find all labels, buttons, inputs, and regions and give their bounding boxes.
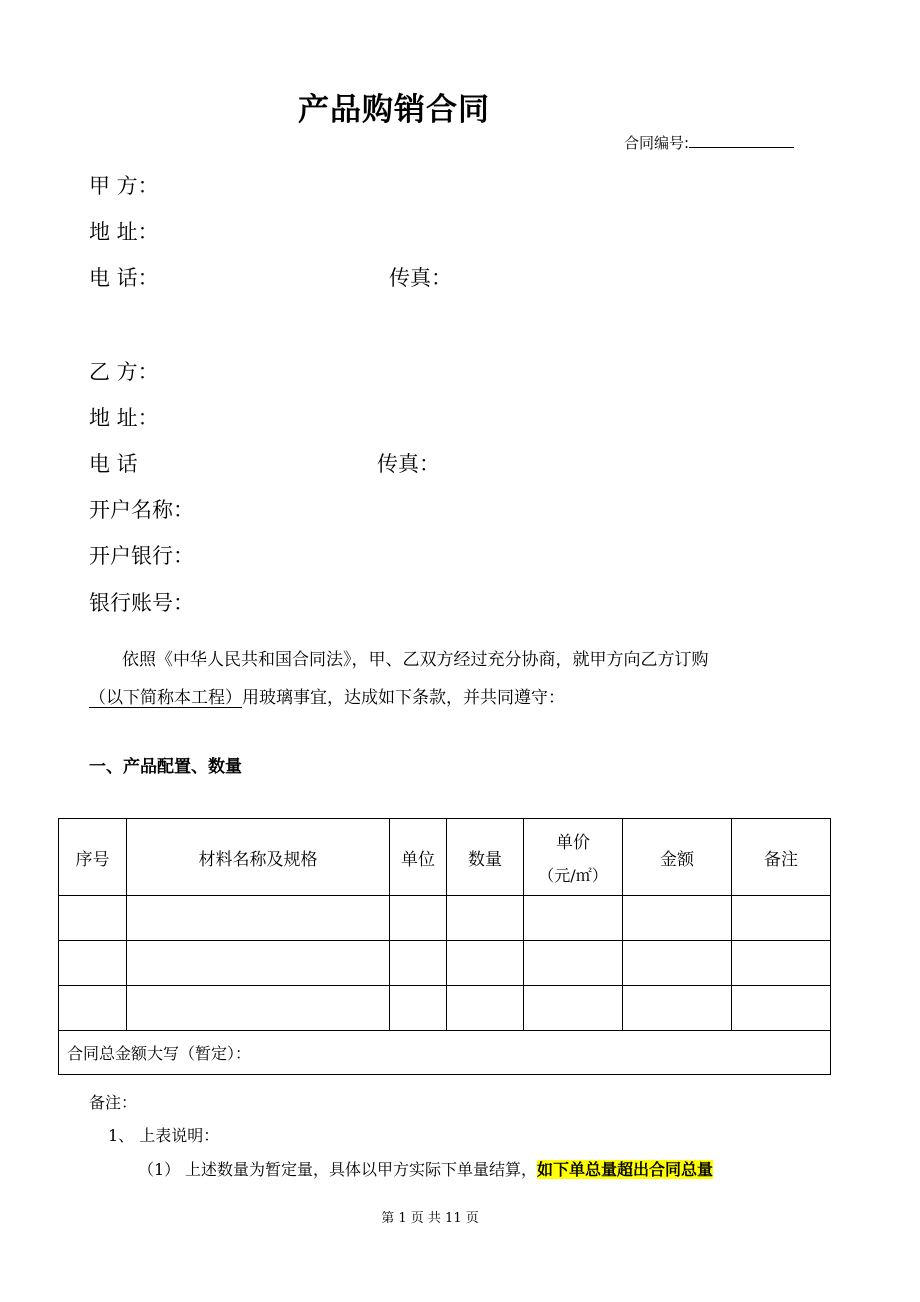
party-b-phone-label: 电 话 bbox=[89, 452, 138, 476]
notes-label: 备注： bbox=[89, 1093, 138, 1112]
table-cell[interactable] bbox=[127, 941, 390, 986]
party-a-phone-label: 电 话： bbox=[89, 266, 159, 290]
header-name: 材料名称及规格 bbox=[127, 819, 390, 896]
notes-item-1: 1、 上表说明： bbox=[108, 1126, 220, 1145]
table-cell[interactable] bbox=[524, 896, 623, 941]
notes-item-1-1-number: （1） bbox=[138, 1160, 181, 1179]
party-a-name-label: 甲 方： bbox=[89, 174, 159, 198]
table-row bbox=[59, 896, 831, 941]
table-cell[interactable] bbox=[390, 941, 447, 986]
table-cell[interactable] bbox=[127, 896, 390, 941]
document-title: 产品购销合同 bbox=[298, 92, 490, 128]
header-amount: 金额 bbox=[623, 819, 732, 896]
header-unit: 单位 bbox=[390, 819, 447, 896]
table-cell[interactable] bbox=[447, 941, 524, 986]
contract-number-blank bbox=[689, 133, 794, 148]
intro-line-2 bbox=[89, 683, 565, 708]
table-cell[interactable] bbox=[59, 941, 127, 986]
contract-number bbox=[624, 132, 794, 153]
page-footer: 第 1 页 共 11 页 bbox=[381, 1211, 479, 1226]
header-price-unit: （元/㎡） bbox=[538, 866, 608, 885]
table-row bbox=[59, 986, 831, 1031]
party-b-address-label: 地 址： bbox=[89, 406, 159, 430]
party-b-bank-label: 开户银行： bbox=[89, 544, 194, 568]
header-seq: 序号 bbox=[59, 819, 127, 896]
table-cell[interactable] bbox=[59, 896, 127, 941]
header-qty: 数量 bbox=[447, 819, 524, 896]
table-cell[interactable] bbox=[732, 941, 831, 986]
header-remark: 备注 bbox=[732, 819, 831, 896]
table-cell[interactable] bbox=[623, 896, 732, 941]
table-total-row bbox=[59, 1031, 831, 1075]
intro-line-1: 依照《中华人民共和国合同法》，甲、乙双方经过充分协商，就甲方向乙方订购 bbox=[122, 650, 709, 670]
table-cell[interactable] bbox=[732, 986, 831, 1031]
intro-line-2-rest: 用玻璃事宜，达成如下条款，并共同遵守： bbox=[242, 688, 565, 708]
table-row bbox=[59, 941, 831, 986]
table-cell[interactable] bbox=[447, 986, 524, 1031]
notes-item-1-1 bbox=[185, 1157, 713, 1180]
table-cell[interactable] bbox=[623, 941, 732, 986]
party-b-account-name-label: 开户名称： bbox=[89, 498, 194, 522]
table-cell[interactable] bbox=[623, 986, 732, 1031]
total-amount-label[interactable]: 合同总金额大写（暂定）： bbox=[59, 1031, 831, 1075]
table-cell[interactable] bbox=[390, 986, 447, 1031]
table-header-row bbox=[59, 819, 831, 896]
party-b-account-no-label: 银行账号： bbox=[89, 591, 194, 615]
table-cell[interactable] bbox=[59, 986, 127, 1031]
table-cell[interactable] bbox=[390, 896, 447, 941]
table-cell[interactable] bbox=[732, 896, 831, 941]
intro-project-placeholder: （以下简称本工程） bbox=[89, 688, 242, 708]
header-price-label: 单价 bbox=[556, 833, 590, 853]
party-a-fax-label: 传真： bbox=[389, 266, 452, 290]
section-1-title: 一、产品配置、数量 bbox=[89, 757, 242, 777]
party-a-address-label: 地 址： bbox=[89, 220, 159, 244]
header-price bbox=[524, 819, 623, 896]
table-cell[interactable] bbox=[447, 896, 524, 941]
table-cell[interactable] bbox=[524, 941, 623, 986]
notes-item-1-1-highlight: 如下单总量超出合同总量 bbox=[537, 1160, 714, 1179]
party-b-fax-label: 传真： bbox=[377, 452, 440, 476]
table-cell[interactable] bbox=[524, 986, 623, 1031]
product-table bbox=[58, 818, 831, 1075]
table-cell[interactable] bbox=[127, 986, 390, 1031]
party-b-name-label: 乙 方： bbox=[89, 360, 159, 384]
contract-number-label: 合同编号: bbox=[624, 134, 690, 152]
notes-item-1-1-text: 上述数量为暂定量，具体以甲方实际下单量结算， bbox=[185, 1160, 538, 1179]
